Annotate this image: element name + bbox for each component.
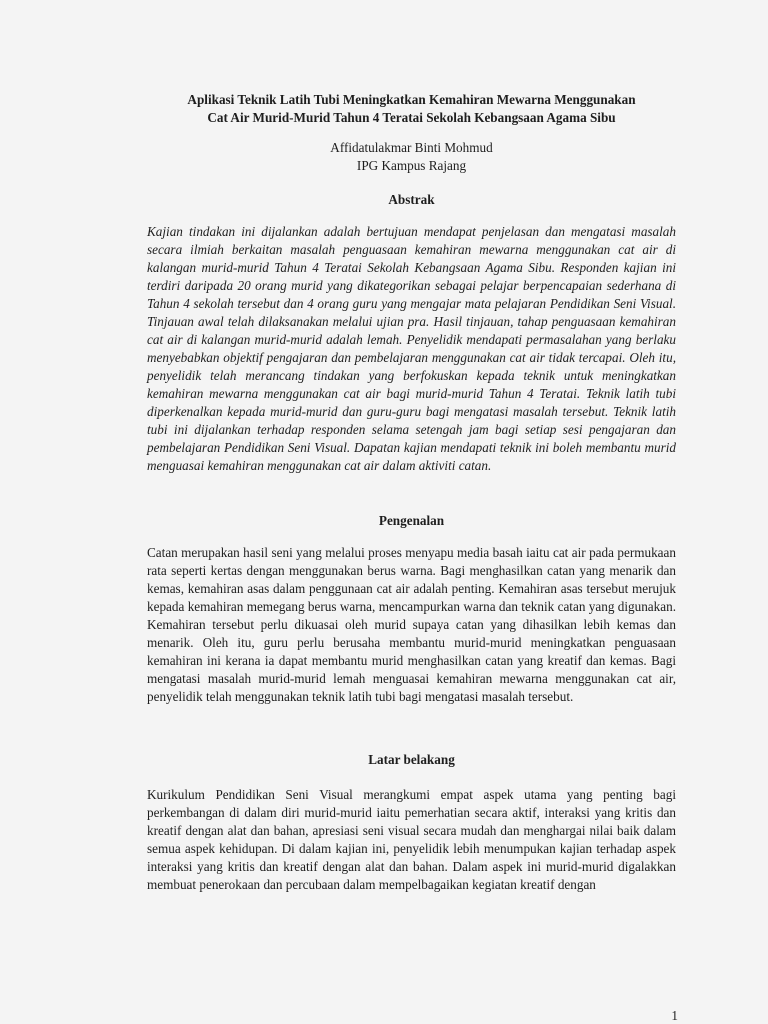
- paper-title: [147, 91, 676, 127]
- page-content: [147, 91, 676, 894]
- background-heading: Latar belakang: [368, 752, 455, 767]
- introduction-heading: Pengenalan: [378, 513, 445, 528]
- title-line-2: Cat Air Murid-Murid Tahun 4 Teratai Sekolah Kebangsaan Agama Sibu: [207, 110, 616, 125]
- page-number: 1: [671, 1008, 678, 1023]
- introduction-paragraph: Catan merupakan hasil seni yang melalui proses menyapu media basah iaitu cat air pada permukaan rata seperti kertas dengan menggunakan berus warna. Bagi menghasilkan catan yang menarik dan kemas, kemahiran asas dalam penggunaan cat air adalah penting. Kemahiran asas tersebut merujuk kepada kemahiran memegang berus warna, mencampurkan warna dan teknik catan yang digunakan. Kemahiran tersebut perlu dikuasai oleh murid supaya catan yang dihasilkan lebih kemas dan menarik. Oleh itu, guru perlu berusaha membantu murid-murid meningkatkan penguasaan kemahiran ini kerana ia dapat membantu murid menghasilkan catan yang kreatif dan kemas. Bagi mengatasi masalah murid-murid lemah menguasai kemahiran mewarna menggunakan cat air, penyelidik telah menggunakan teknik latih tubi bagi mengatasi masalah tersebut.: [147, 545, 676, 704]
- author-name: Affidatulakmar Binti Mohmud: [330, 140, 493, 155]
- abstract-text: Kajian tindakan ini dijalankan adalah bertujuan mendapat penjelasan dan mengatasi masalah secara ilmiah berkaitan masalah penguasaan kemahiran mewarna menggunakan cat air di kalangan murid-murid Tahun 4 Teratai Sekolah Kebangsaan Agama Sibu. Responden kajian ini terdiri daripada 20 orang murid yang dikategorikan sebagai pelajar berpencapaian sederhana di Tahun 4 sekolah tersebut dan 4 orang guru yang mengajar mata pelajaran Pendidikan Seni Visual. Tinjauan awal telah dilaksanakan melalui ujian pra. Hasil tinjauan, tahap penguasaan kemahiran cat air di kalangan murid-murid adalah lemah. Penyelidik mendapati permasalahan yang berlaku menyebabkan objektif pengajaran dan pembelajaran menggunakan cat air tidak tercapai. Oleh itu, penyelidik telah merancang tindakan yang berfokuskan kepada teknik untuk meningkatkan kemahiran mewarna menggunakan cat air bagi murid-murid Tahun 4 Teratai. Teknik latih tubi diperkenalkan kepada murid-murid dan guru-guru bagi mengatasi masalah tersebut. Teknik latih tubi ini dijalankan terhadap responden selama setengah jam bagi setiap sesi pengajaran dan pembelajaran Pendidikan Seni Visual. Dapatan kajian mendapati teknik ini boleh membantu murid menguasai kemahiran menggunakan cat air dalam aktiviti catan.: [147, 224, 676, 473]
- author-institution: IPG Kampus Rajang: [356, 158, 467, 173]
- background-paragraph: Kurikulum Pendidikan Seni Visual merangkumi empat aspek utama yang penting bagi perkembangan di dalam diri murid-murid iaitu pemerhatian secara aktif, interaksi yang kritis dan kreatif dengan alat dan bahan, apresiasi seni visual secara mudah dan menghargai nilai baik dalam semua aspek kehidupan. Di dalam kajian ini, penyelidik lebih menumpukan kajian terhadap aspek interaksi yang kritis dan kreatif dengan alat dan bahan. Dalam aspek ini murid-murid digalakkan membuat penerokaan dan percubaan dalam mempelbagaikan kegiatan kreatif dengan: [147, 787, 676, 892]
- author-block: [147, 139, 676, 175]
- title-line-1: Aplikasi Teknik Latih Tubi Meningkatkan Kemahiran Mewarna Menggunakan: [187, 92, 636, 107]
- abstract-heading: Abstrak: [388, 192, 435, 207]
